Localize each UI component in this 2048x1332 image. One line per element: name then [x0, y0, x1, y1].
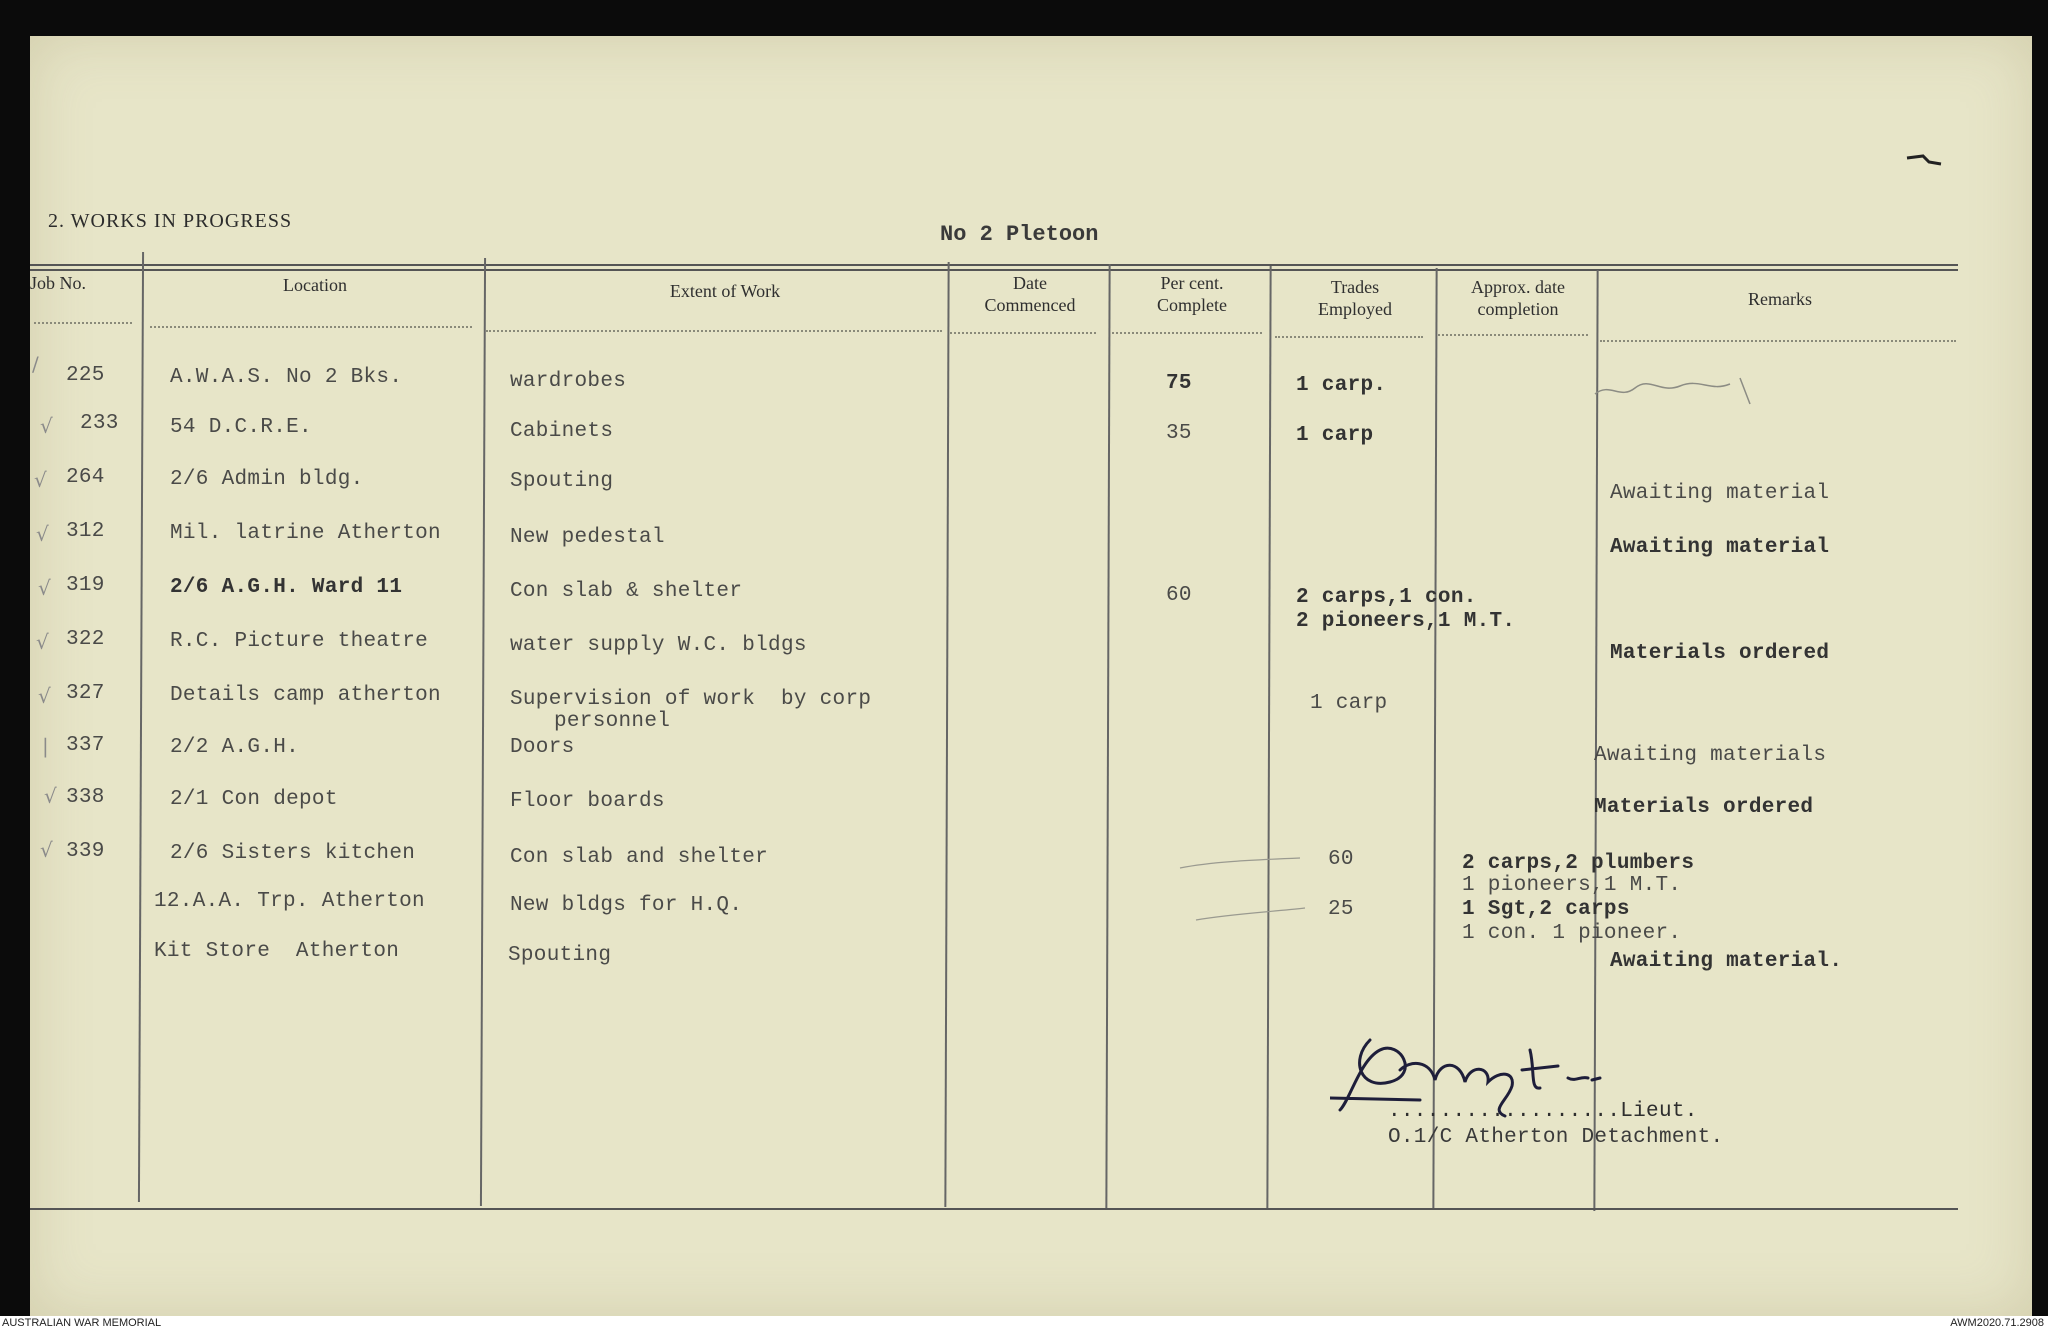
location-cell: A.W.A.S. No 2 Bks.	[170, 366, 403, 389]
check-mark-icon: √	[38, 576, 51, 600]
job-number: 225	[66, 364, 105, 387]
signature-line: ..................Lieut.	[1388, 1100, 1698, 1123]
header-underline	[1600, 340, 1956, 342]
job-number: 312	[66, 520, 105, 543]
header-percent-line2: Complete	[1157, 295, 1227, 315]
extent-cell: Con slab and shelter	[510, 846, 769, 869]
header-underline	[950, 332, 1096, 334]
header-underline	[1438, 334, 1588, 336]
extent-cell: Floor boards	[510, 790, 665, 813]
header-rule-top	[30, 264, 1958, 266]
header-percent-line1: Per cent.	[1160, 273, 1224, 293]
extent-cell: Doors	[510, 736, 575, 759]
check-mark-icon: √	[38, 684, 51, 708]
header-location: Location	[283, 275, 347, 295]
job-number: 327	[66, 682, 105, 705]
extent-cell: wardrobes	[510, 370, 627, 393]
percent-cell: 35	[1166, 422, 1192, 445]
trades-cell: 1 Sgt,2 carps	[1462, 898, 1630, 921]
header-underline	[150, 326, 472, 328]
remarks-cell: Awaiting material.	[1610, 950, 1843, 973]
header-percent	[1112, 272, 1272, 316]
percent-cell: 60	[1166, 584, 1192, 607]
job-number: 319	[66, 574, 105, 597]
extent-cell: Spouting	[510, 470, 614, 493]
header-trades-line2: Employed	[1318, 299, 1392, 319]
remarks-cell: Materials ordered	[1594, 796, 1814, 819]
trades-cell: 1 carp.	[1296, 374, 1387, 397]
location-cell: R.C. Picture theatre	[170, 630, 429, 653]
header-underline	[1275, 336, 1423, 338]
job-number: 264	[66, 466, 105, 489]
header-job-no: Job No.	[30, 273, 87, 293]
location-cell: 2/2 A.G.H.	[170, 736, 300, 759]
check-mark-icon: √	[44, 784, 57, 808]
location-cell: 2/1 Con depot	[170, 788, 338, 811]
extent-cell: New pedestal	[510, 526, 665, 549]
header-extent: Extent of Work	[669, 281, 781, 301]
job-number: 322	[66, 628, 105, 651]
header-approx-date	[1438, 276, 1598, 320]
table-bottom-rule	[30, 1208, 1958, 1210]
trades-cell: 2 carps,1 con.	[1296, 586, 1477, 609]
header-underline	[1112, 332, 1262, 334]
signature-title: O.1/C Atherton Detachment.	[1388, 1126, 1724, 1149]
trades-cell-line2: 2 pioneers,1 M.T.	[1296, 610, 1516, 633]
check-mark-icon: √	[36, 630, 49, 654]
remarks-cell: Materials ordered	[1610, 642, 1830, 665]
extent-cell: Supervision of work by corp	[510, 688, 872, 711]
extent-cell-line2: personnel	[554, 710, 671, 733]
footer-bar	[0, 1316, 2048, 1332]
header-approx-line1: Approx. date	[1471, 277, 1565, 297]
header-underline	[486, 330, 942, 332]
footer-accession: AWM2020.71.2908	[1950, 1317, 2044, 1329]
check-mark-icon: /	[32, 352, 39, 376]
header-trades-line1: Trades	[1330, 277, 1380, 297]
extent-cell: Cabinets	[510, 420, 614, 443]
platoon-heading: No 2 Pletoon	[940, 222, 1099, 247]
job-number: 233	[80, 412, 119, 435]
location-cell: 2/6 A.G.H. Ward 11	[170, 576, 403, 599]
location-cell: Details camp atherton	[170, 684, 441, 707]
check-mark-icon: √	[36, 522, 49, 546]
extent-cell: Spouting	[508, 944, 612, 967]
check-mark-icon: √	[40, 838, 53, 862]
location-cell: Mil. latrine Atherton	[170, 522, 441, 545]
footer-institution: AUSTRALIAN WAR MEMORIAL	[2, 1317, 162, 1329]
trades-cell-line2: 1 pioneers,1 M.T.	[1462, 874, 1682, 897]
location-cell: Kit Store Atherton	[154, 940, 400, 963]
remarks-cell: Awaiting material	[1610, 536, 1830, 559]
extent-cell: New bldgs for H.Q.	[510, 894, 743, 917]
check-mark-icon: √	[40, 414, 53, 438]
job-number: 339	[66, 840, 105, 863]
location-cell: 12.A.A. Trp. Atherton	[154, 890, 425, 913]
remarks-cell: Awaiting materials	[1594, 744, 1827, 767]
location-cell: 2/6 Sisters kitchen	[170, 842, 416, 865]
remarks-cell: Awaiting material	[1610, 482, 1830, 505]
location-cell: 54 D.C.R.E.	[170, 416, 312, 439]
trades-cell-line2: 1 con. 1 pioneer.	[1462, 922, 1682, 945]
section-heading: 2. WORKS IN PROGRESS	[48, 210, 293, 232]
header-underline	[34, 322, 132, 324]
job-number: 338	[66, 786, 105, 809]
header-date-commenced	[950, 272, 1110, 316]
header-trades	[1275, 276, 1435, 320]
header-rule-bottom	[30, 269, 1958, 271]
header-date-line1: Date	[1013, 273, 1047, 293]
check-mark-icon: |	[42, 734, 49, 758]
header-remarks: Remarks	[1748, 289, 1812, 309]
extent-cell: Con slab & shelter	[510, 580, 743, 603]
percent-cell: 25	[1328, 898, 1354, 921]
header-date-line2: Commenced	[984, 295, 1076, 315]
extent-cell: water supply W.C. bldgs	[510, 634, 807, 657]
percent-cell: 75	[1166, 372, 1192, 395]
percent-cell: 60	[1328, 848, 1354, 871]
header-approx-line2: completion	[1477, 299, 1559, 319]
trades-cell: 2 carps,2 plumbers	[1462, 852, 1695, 875]
pencil-annotation-icon	[1590, 364, 1760, 414]
pencil-line-icon	[1170, 848, 1310, 928]
torn-mark-icon	[1905, 150, 1945, 170]
location-cell: 2/6 Admin bldg.	[170, 468, 364, 491]
check-mark-icon: √	[34, 468, 47, 492]
job-number: 337	[66, 734, 105, 757]
trades-cell: 1 carp	[1296, 424, 1374, 447]
trades-cell: 1 carp	[1310, 692, 1388, 715]
